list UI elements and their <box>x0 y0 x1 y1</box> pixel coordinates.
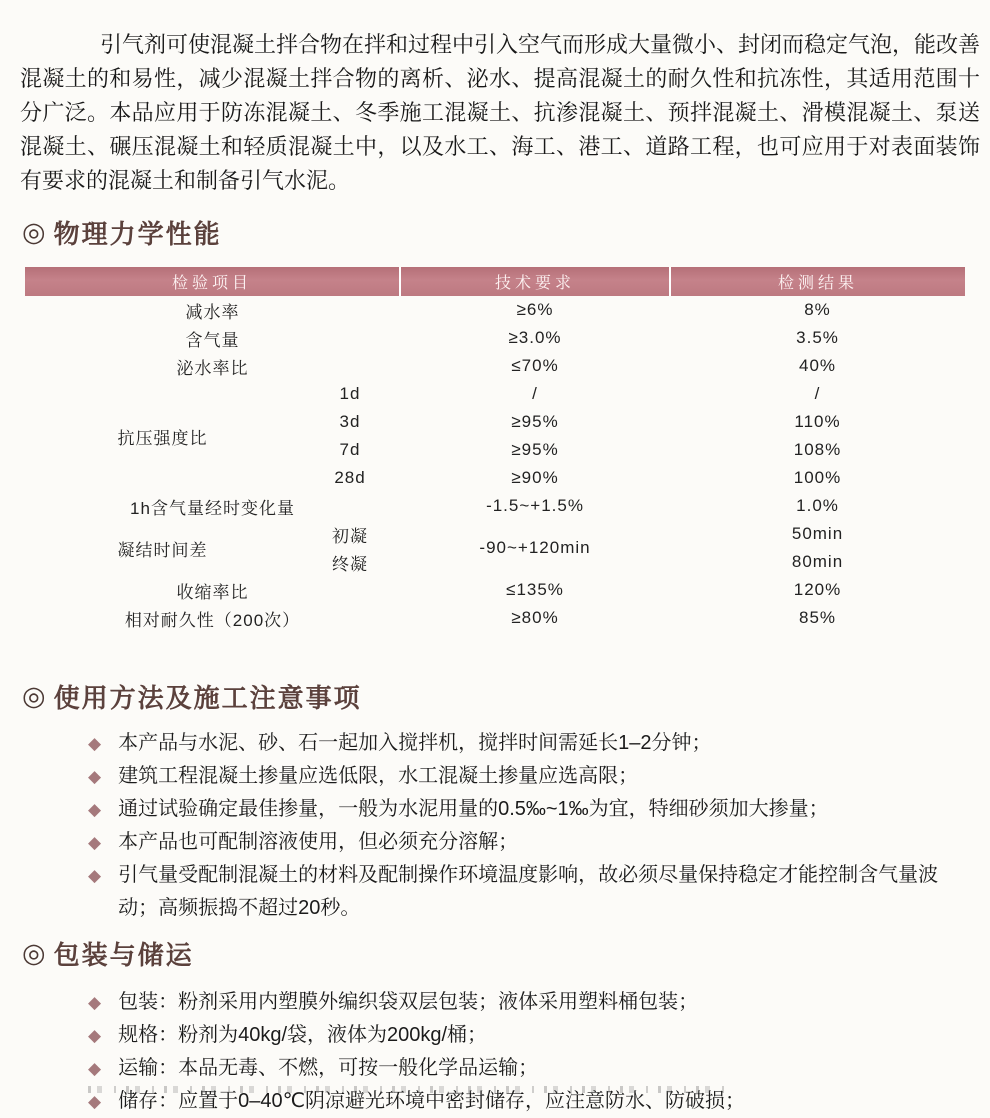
list-item <box>88 986 960 1019</box>
diamond-bullet-icon: ◆ <box>88 833 102 852</box>
list-item-text: 建筑工程混凝土掺量应选低限，水工混凝土掺量应选高限； <box>118 765 639 787</box>
cell-req: ≥95% <box>511 412 559 431</box>
cell-age: 1d <box>339 384 361 403</box>
cell-age: 28d <box>334 468 366 487</box>
section-marker-icon: ◎ <box>22 681 46 711</box>
table-row <box>25 576 965 604</box>
clipped-next-line <box>88 1086 728 1093</box>
section-heading-physical <box>22 214 990 251</box>
cell-result: 1.0% <box>796 496 839 515</box>
list-item <box>88 826 960 859</box>
list-item <box>88 1019 960 1052</box>
cell-req: ≥95% <box>511 440 559 459</box>
diamond-bullet-icon: ◆ <box>88 1026 102 1045</box>
cell-result: 120% <box>793 580 842 599</box>
diamond-bullet-icon: ◆ <box>88 1059 102 1078</box>
cell-result: 85% <box>799 608 837 627</box>
cell-result: 8% <box>804 300 831 319</box>
table-row <box>25 604 965 632</box>
cell-item: 1h含气量经时变化量 <box>130 498 295 518</box>
cell-req: / <box>532 384 538 403</box>
table-row <box>25 492 965 520</box>
cell-result: 110% <box>794 412 841 431</box>
cell-result: / <box>814 384 821 403</box>
cell-item: 收缩率比 <box>176 582 249 602</box>
cell-item-strength: 抗压强度比 <box>117 428 208 448</box>
list-item-text: 引气量受配制混凝土的材料及配制操作环境温度影响，故必须尽量保持稳定才能控制含气量波动；高频振捣不超过20秒。 <box>118 864 939 919</box>
cell-result: 50min <box>791 524 844 543</box>
column-header-req: 技术要求 <box>400 267 670 296</box>
list-item-text: 本产品也可配制溶液使用，但必须充分溶解； <box>118 831 519 853</box>
list-item <box>88 727 960 760</box>
cell-age: 7d <box>339 440 361 459</box>
list-item-text: 本产品与水泥、砂、石一起加入搅拌机，搅拌时间需延长1–2分钟； <box>118 732 712 754</box>
cell-req: ≤135% <box>506 580 564 599</box>
section-heading-packaging <box>22 935 990 972</box>
list-item <box>88 1052 960 1085</box>
cell-phase: 终凝 <box>332 554 368 574</box>
cell-item-setting: 凝结时间差 <box>117 540 208 560</box>
list-item <box>88 760 960 793</box>
diamond-bullet-icon: ◆ <box>88 993 102 1012</box>
cell-item: 相对耐久性（200次） <box>124 610 301 630</box>
cell-result: 108% <box>793 440 842 459</box>
cell-phase: 初凝 <box>332 526 368 546</box>
section-heading-usage <box>22 678 990 715</box>
cell-result: 100% <box>793 468 842 487</box>
table-row <box>25 520 965 548</box>
cell-req: -1.5~+1.5% <box>486 496 584 515</box>
diamond-bullet-icon: ◆ <box>88 1092 102 1111</box>
diamond-bullet-icon: ◆ <box>88 866 102 885</box>
intro-paragraph: 引气剂可使混凝土拌合物在拌和过程中引入空气而形成大量微小、封闭而稳定气泡，能改善混凝土的和易性，减少混凝土拌合物的离析、泌水、提高混凝土的耐久性和抗冻性，其适用范围十分广泛。本品应用于防冻混凝土、冬季施工混凝土、抗渗混凝土、预拌混凝土、滑模混凝土、泵送混凝土、碾压混凝土和轻质混凝土中，以及水工、海工、港工、道路工程，也可应用于对表面装饰有要求的混凝土和制备引气水泥。 <box>20 32 981 193</box>
cell-result: 40% <box>799 356 837 375</box>
cell-req: -90~+120min <box>479 538 591 557</box>
usage-list <box>0 727 990 925</box>
section-title-usage: 使用方法及施工注意事项 <box>53 683 362 713</box>
cell-result: 80min <box>791 552 844 571</box>
properties-table <box>25 267 965 632</box>
column-header-item: 检验项目 <box>25 267 400 296</box>
cell-req: ≥80% <box>511 608 559 627</box>
diamond-bullet-icon: ◆ <box>88 800 102 819</box>
table-header-row <box>25 267 965 296</box>
diamond-bullet-icon: ◆ <box>88 734 102 753</box>
cell-req: ≥6% <box>516 300 554 319</box>
cell-req: ≥90% <box>511 468 559 487</box>
table-row <box>25 352 965 380</box>
list-item-text: 包装：粉剂采用内塑膜外编织袋双层包装；液体采用塑料桶包装； <box>118 991 699 1013</box>
cell-item: 减水率 <box>185 302 240 322</box>
list-item-text: 规格：粉剂为40kg/袋，液体为200kg/桶； <box>118 1024 488 1046</box>
list-item-text: 通过试验确定最佳掺量，一般为水泥用量的0.5‰~1‰为宜，特细砂须加大掺量； <box>118 798 829 820</box>
list-item <box>88 793 960 826</box>
list-item-text: 储存：应置于0–40℃阴凉避光环境中密封储存，应注意防水、防破损； <box>118 1090 746 1112</box>
column-header-result: 检测结果 <box>670 267 965 296</box>
cell-item: 含气量 <box>185 330 240 350</box>
table-row <box>25 296 965 324</box>
cell-age: 3d <box>339 412 361 431</box>
packaging-list <box>0 986 990 1118</box>
diamond-bullet-icon: ◆ <box>88 767 102 786</box>
cell-result: 3.5% <box>796 328 839 347</box>
section-title-physical: 物理力学性能 <box>53 219 222 249</box>
cell-req: ≥3.0% <box>508 328 562 347</box>
list-item-text: 运输：本品无毒、不燃，可按一般化学品运输； <box>118 1057 539 1079</box>
list-item <box>88 859 960 925</box>
table-row <box>25 324 965 352</box>
section-marker-icon: ◎ <box>22 938 46 968</box>
cell-item: 泌水率比 <box>176 358 249 378</box>
section-title-packaging: 包装与储运 <box>53 940 194 970</box>
table-row <box>25 380 965 408</box>
cell-req: ≤70% <box>511 356 559 375</box>
section-marker-icon: ◎ <box>22 217 46 247</box>
